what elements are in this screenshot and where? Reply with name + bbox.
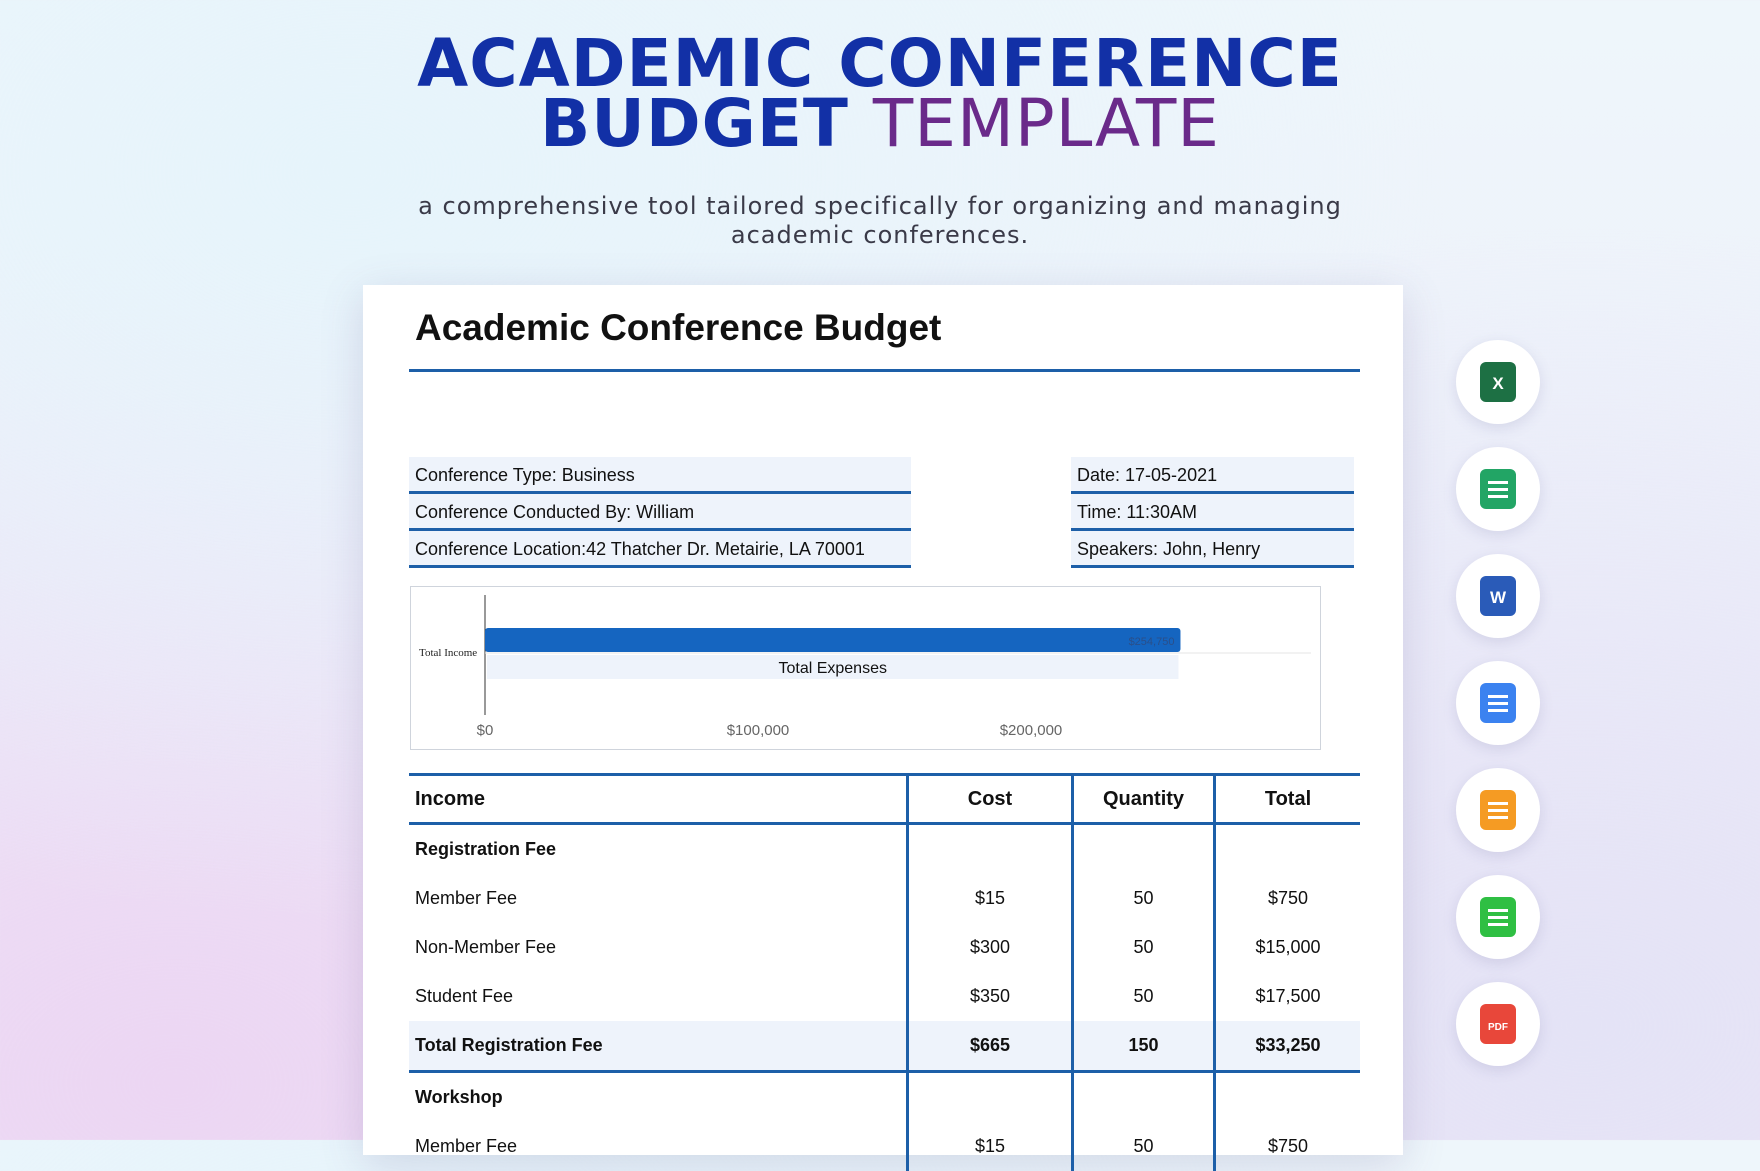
header-total: Total xyxy=(1215,775,1361,824)
header-cost: Cost xyxy=(908,775,1073,824)
info-speakers: Speakers: John, Henry xyxy=(1071,531,1354,568)
x-tick-label: $100,000 xyxy=(727,722,790,739)
info-date: Date: 17-05-2021 xyxy=(1071,457,1354,494)
google-docs-format-button[interactable] xyxy=(1456,661,1540,745)
excel-icon xyxy=(1476,360,1520,404)
numbers-format-button[interactable] xyxy=(1456,875,1540,959)
table-total-row xyxy=(409,1021,1360,1072)
cell-label: Non-Member Fee xyxy=(409,923,908,972)
cell-label: Total Registration Fee xyxy=(409,1021,908,1072)
cell-quantity: 50 xyxy=(1073,972,1215,1021)
x-tick-label: $0 xyxy=(477,722,494,739)
google-sheets-icon xyxy=(1476,467,1520,511)
budget-table xyxy=(409,773,1360,1171)
info-left-block xyxy=(409,457,911,568)
hero-title-bold: BUDGET xyxy=(540,85,849,162)
cell-cost: $350 xyxy=(908,972,1073,1021)
hero-subtitle: a comprehensive tool tailored specifically for organizing and managing academic conferences. xyxy=(380,192,1380,250)
legend-total-expenses: Total Expenses xyxy=(778,660,887,677)
cell-quantity: 50 xyxy=(1073,1122,1215,1171)
chart-canvas xyxy=(411,587,1320,749)
category-label-total-income: Total Income xyxy=(419,647,477,659)
cell-cost: $665 xyxy=(908,1021,1073,1072)
cell-quantity xyxy=(1073,824,1215,875)
cell-total xyxy=(1215,824,1361,875)
info-right-block xyxy=(1071,457,1354,568)
info-location: Conference Location:42 Thatcher Dr. Metairie, LA 70001 xyxy=(409,531,911,568)
word-icon xyxy=(1476,574,1520,618)
cell-cost: $15 xyxy=(908,1122,1073,1171)
numbers-icon xyxy=(1476,895,1520,939)
svg-text:X: X xyxy=(1492,374,1504,393)
hero-title-line1: ACADEMIC CONFERENCE xyxy=(417,25,1343,102)
title-divider xyxy=(409,369,1360,372)
cell-label: Member Fee xyxy=(409,1122,908,1171)
cell-total: $750 xyxy=(1215,1122,1361,1171)
table-row xyxy=(409,972,1360,1021)
google-sheets-format-button[interactable] xyxy=(1456,447,1540,531)
excel-format-button[interactable] xyxy=(1456,340,1540,424)
cell-quantity: 50 xyxy=(1073,923,1215,972)
word-format-button[interactable] xyxy=(1456,554,1540,638)
cell-total: $17,500 xyxy=(1215,972,1361,1021)
document-title: Academic Conference Budget xyxy=(415,307,941,349)
cell-label: Registration Fee xyxy=(409,824,908,875)
pages-icon xyxy=(1476,788,1520,832)
cell-total: $33,250 xyxy=(1215,1021,1361,1072)
cell-total: $750 xyxy=(1215,874,1361,923)
table-row xyxy=(409,874,1360,923)
pdf-icon xyxy=(1476,1002,1520,1046)
cell-quantity xyxy=(1073,1072,1215,1123)
table-section-row xyxy=(409,824,1360,875)
table-row xyxy=(409,923,1360,972)
pdf-format-button[interactable] xyxy=(1456,982,1540,1066)
table-header-row xyxy=(409,775,1360,824)
header-income: Income xyxy=(409,775,908,824)
cell-total: $15,000 xyxy=(1215,923,1361,972)
hero-title-thin: TEMPLATE xyxy=(873,85,1220,162)
bar-total-income xyxy=(485,628,1180,652)
cell-cost: $15 xyxy=(908,874,1073,923)
table-section-row xyxy=(409,1072,1360,1123)
table-body xyxy=(409,824,1360,1171)
cell-cost: $300 xyxy=(908,923,1073,972)
document-sheet xyxy=(363,285,1403,1155)
cell-quantity: 150 xyxy=(1073,1021,1215,1072)
cell-quantity: 50 xyxy=(1073,874,1215,923)
header-quantity: Quantity xyxy=(1073,775,1215,824)
cell-label: Workshop xyxy=(409,1072,908,1123)
cell-cost xyxy=(908,824,1073,875)
cell-total xyxy=(1215,1072,1361,1123)
table-row xyxy=(409,1122,1360,1171)
google-docs-icon xyxy=(1476,681,1520,725)
cell-label: Student Fee xyxy=(409,972,908,1021)
info-conducted-by: Conference Conducted By: William xyxy=(409,494,911,531)
info-time: Time: 11:30AM xyxy=(1071,494,1354,531)
x-tick-label: $200,000 xyxy=(1000,722,1063,739)
income-expense-chart xyxy=(410,586,1321,750)
svg-text:PDF: PDF xyxy=(1488,1022,1508,1033)
cell-cost xyxy=(908,1072,1073,1123)
hero-title xyxy=(0,34,1760,154)
bar-data-label: $254,750 xyxy=(1129,636,1175,648)
cell-label: Member Fee xyxy=(409,874,908,923)
info-conference-type: Conference Type: Business xyxy=(409,457,911,494)
pages-format-button[interactable] xyxy=(1456,768,1540,852)
svg-text:W: W xyxy=(1490,588,1507,607)
